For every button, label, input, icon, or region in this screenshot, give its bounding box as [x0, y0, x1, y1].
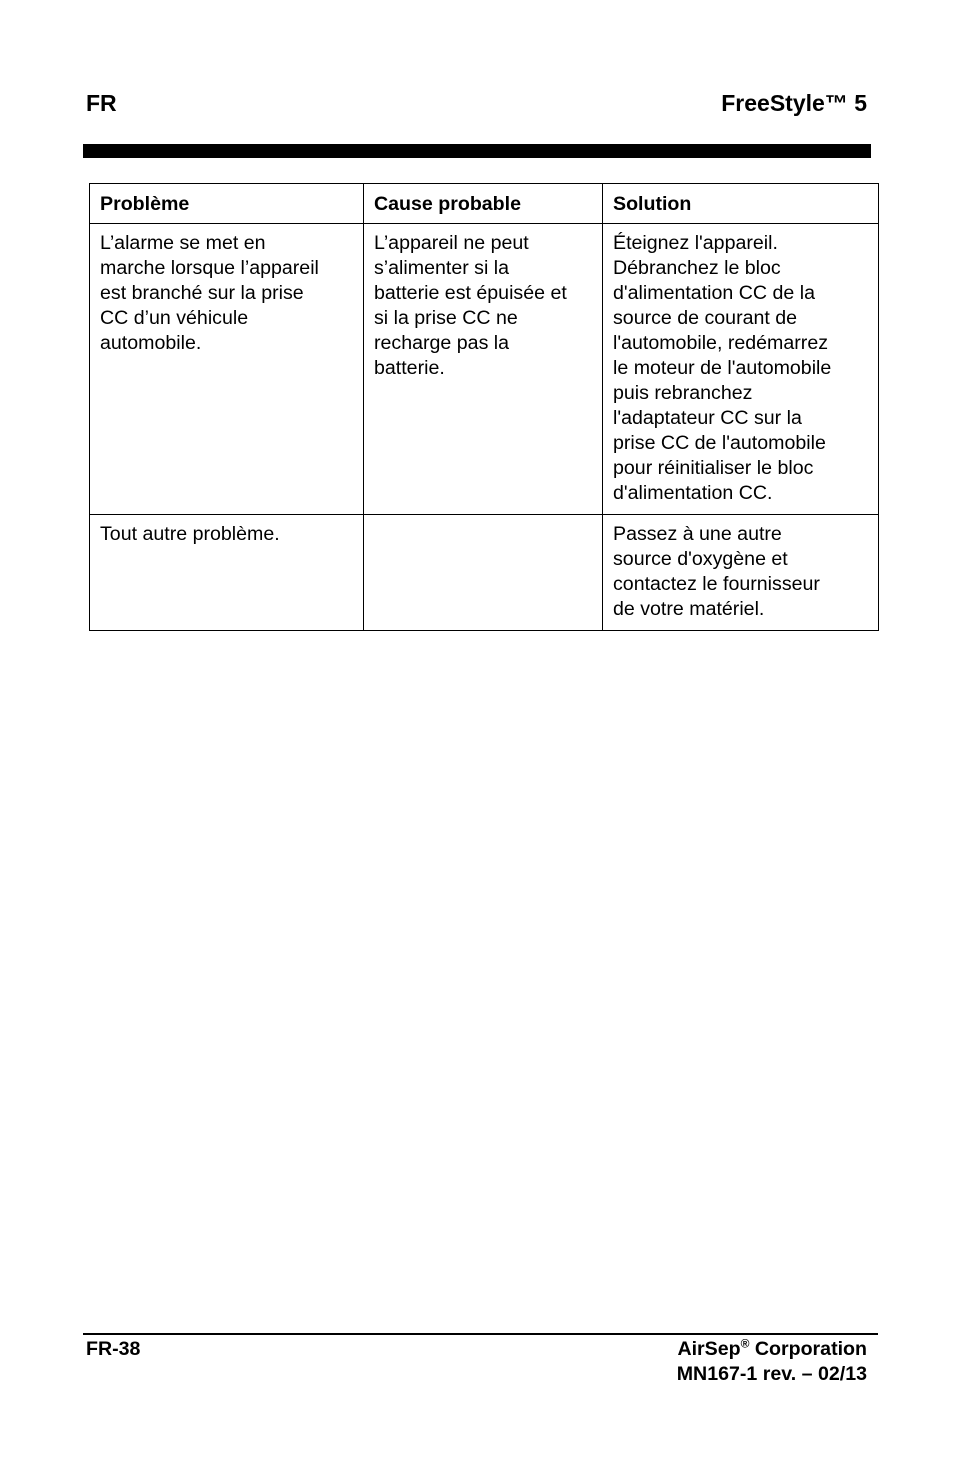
- cell-text-line: l'automobile, redémarrez: [613, 332, 829, 354]
- cell-text-line: si la prise CC ne: [374, 307, 518, 329]
- cell-text-line: prise CC de l'automobile: [613, 432, 826, 454]
- cell-text-line: d'alimentation CC de la: [613, 282, 815, 304]
- cell-text-line: L’appareil ne peut: [374, 232, 529, 254]
- cell-text-line: Débranchez le bloc: [613, 257, 781, 279]
- cell-text-line: pour réinitialiser le bloc: [613, 457, 814, 479]
- cell-text-line: source d'oxygène et: [613, 548, 788, 570]
- company-name: AirSep: [677, 1338, 741, 1360]
- cell-text-line: batterie.: [374, 357, 445, 379]
- cell-text-line: marche lorsque l’appareil: [100, 257, 319, 279]
- cause-cell: [364, 515, 603, 631]
- cell-text-line: contactez le fournisseur: [613, 573, 820, 595]
- header-product-title: FreeStyle™ 5: [721, 90, 867, 116]
- column-header-cause: Cause probable: [364, 184, 603, 224]
- cell-text-line: Tout autre problème.: [100, 523, 280, 545]
- cell-text-line: est branché sur la prise: [100, 282, 304, 304]
- cell-text-line: recharge pas la: [374, 332, 510, 354]
- problem-cell: [90, 515, 364, 631]
- cell-text-line: d'alimentation CC.: [613, 482, 773, 504]
- registered-mark: ®: [740, 1336, 750, 1351]
- column-header-solution: Solution: [603, 184, 879, 224]
- cell-text-line: l'adaptateur CC sur la: [613, 407, 802, 429]
- cell-text-line: L’alarme se met en: [100, 232, 266, 254]
- troubleshooting-table: [89, 183, 879, 631]
- company-suffix: Corporation: [749, 1338, 867, 1360]
- header-language: FR: [86, 90, 117, 116]
- manual-revision: MN167-1 rev. – 02/13: [676, 1363, 867, 1385]
- solution-cell: [603, 224, 879, 515]
- column-header-problem: Problème: [90, 184, 364, 224]
- problem-cell: [90, 224, 364, 515]
- cell-text-line: batterie est épuisée et: [374, 282, 567, 304]
- company-name-line: [677, 1337, 867, 1362]
- table-row: [90, 515, 879, 631]
- cell-text-line: source de courant de: [613, 307, 798, 329]
- header-divider: [83, 144, 871, 158]
- footer-divider: [83, 1333, 878, 1335]
- cause-cell: [364, 224, 603, 515]
- page-number: FR-38: [86, 1338, 141, 1360]
- cell-text-line: s’alimenter si la: [374, 257, 510, 279]
- cell-text-line: de votre matériel.: [613, 598, 765, 620]
- cell-text-line: Éteignez l'appareil.: [613, 232, 778, 254]
- cell-text-line: Passez à une autre: [613, 523, 782, 545]
- footer-publisher: [677, 1337, 867, 1387]
- table-row: [90, 224, 879, 515]
- cell-text-line: CC d’un véhicule: [100, 307, 249, 329]
- table-header-row: [90, 184, 879, 224]
- cell-text-line: puis rebranchez: [613, 382, 753, 404]
- cell-text-line: le moteur de l'automobile: [613, 357, 832, 379]
- cell-text-line: automobile.: [100, 332, 202, 354]
- solution-cell: [603, 515, 879, 631]
